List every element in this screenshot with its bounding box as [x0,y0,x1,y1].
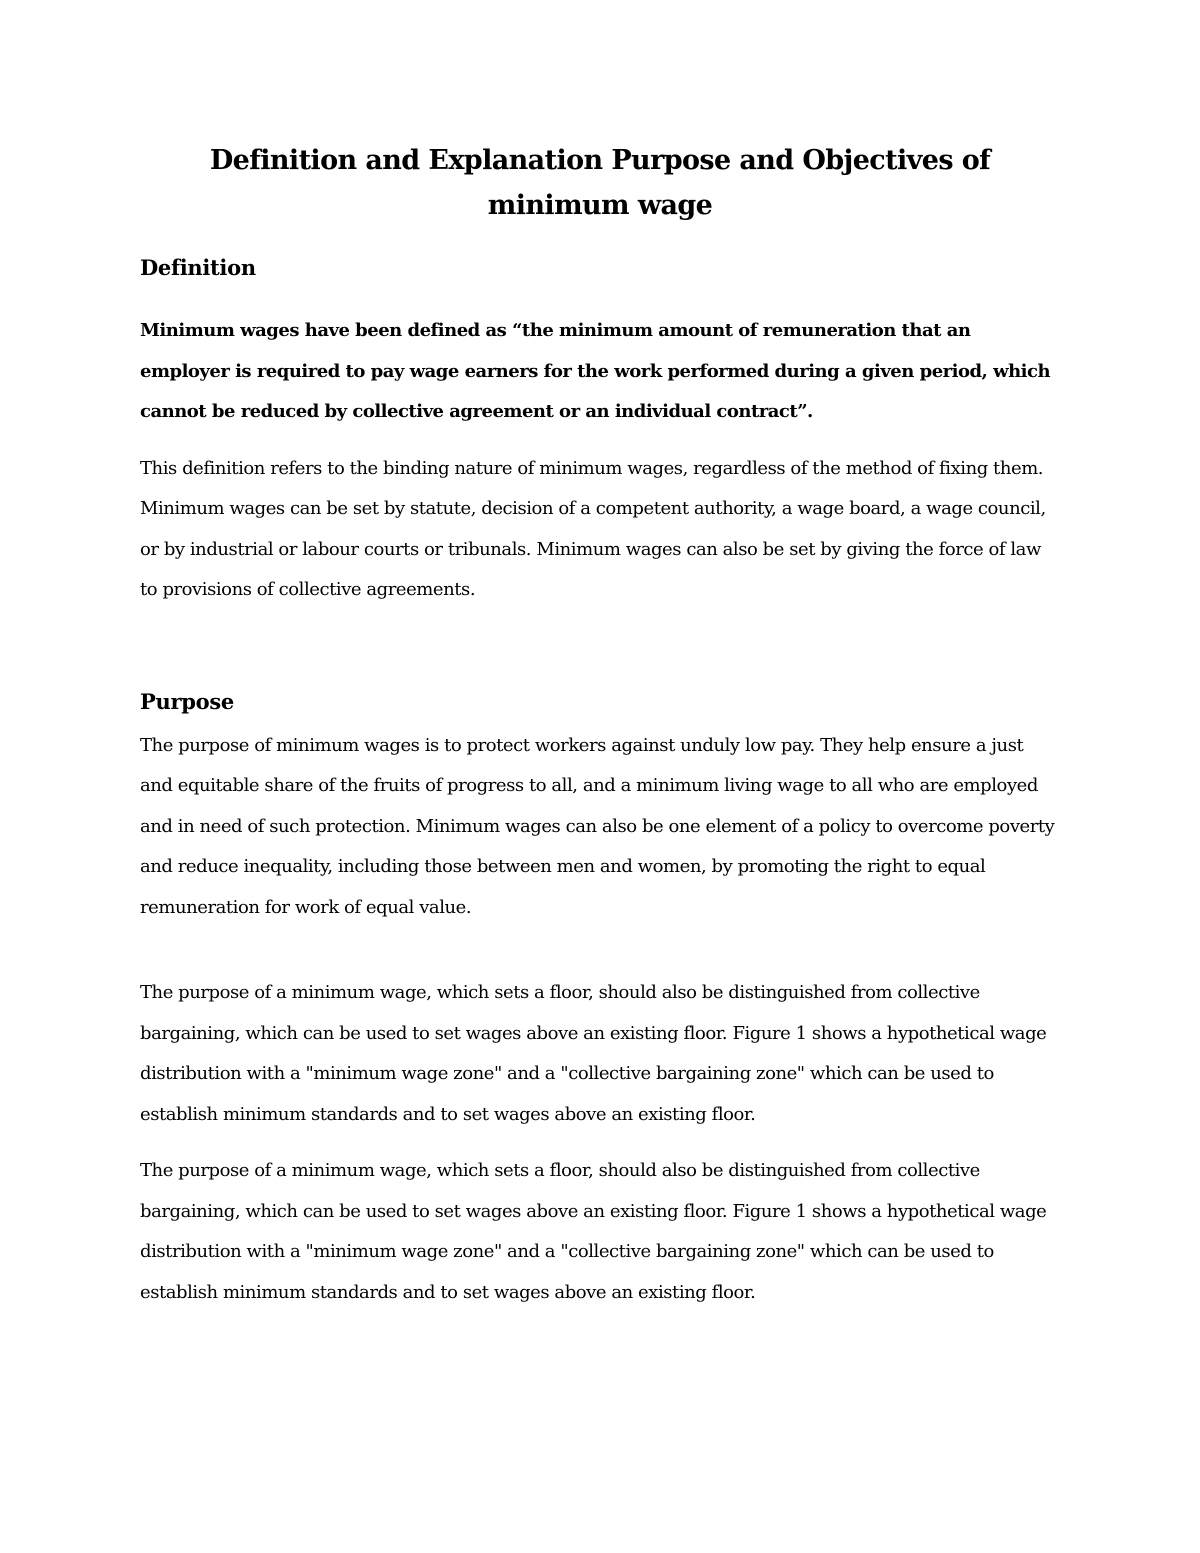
definition-heading: Definition [140,255,256,280]
purpose-paragraph-3: The purpose of a minimum wage, which sets a floor, should also be distinguished from collective bargaining, which can be used to set wages above an existing floor. Figure 1 shows a hypothetical wage distribution with a "minimum wage zone" and a "collective bargaining zone" which can be used to establish minimum standards and to set wages above an existing floor. [140,1160,1047,1303]
purpose-heading: Purpose [140,688,234,714]
purpose-paragraph-1: The purpose of minimum wages is to protect workers against unduly low pay. They help ensure a just and equitable share of the fruits of progress to all, and a minimum living wage to all who are employed and in need of such protection. Minimum wages can also be one element of a policy to overcome poverty and reduce inequality, including those between men and women, by promoting the right to equal remuneration for work of equal value. [140,734,1055,918]
document-content [140,138,1060,1313]
purpose-paragraph-2: The purpose of a minimum wage, which sets a floor, should also be distinguished from collective bargaining, which can be used to set wages above an existing floor. Figure 1 shows a hypothetical wage distribution with a "minimum wage zone" and a "collective bargaining zone" which can be used to establish minimum standards and to set wages above an existing floor. [140,982,1047,1125]
definition-body: This definition refers to the binding nature of minimum wages, regardless of the method of fixing them. Minimum wages can be set by statute, decision of a competent authority, a wage board, a wage council, or by industrial or labour courts or tribunals. Minimum wages can also be set by giving the force of law to provisions of collective agreements. [140,457,1046,600]
document-title: Definition and Explanation Purpose and Objectives of minimum wage [209,145,991,221]
definition-quote: Minimum wages have been defined as “the minimum amount of remuneration that an employer is required to pay wage earners for the work performed during a given period, which cannot be reduced by collective agreement or an individual contract”. [140,320,1051,422]
